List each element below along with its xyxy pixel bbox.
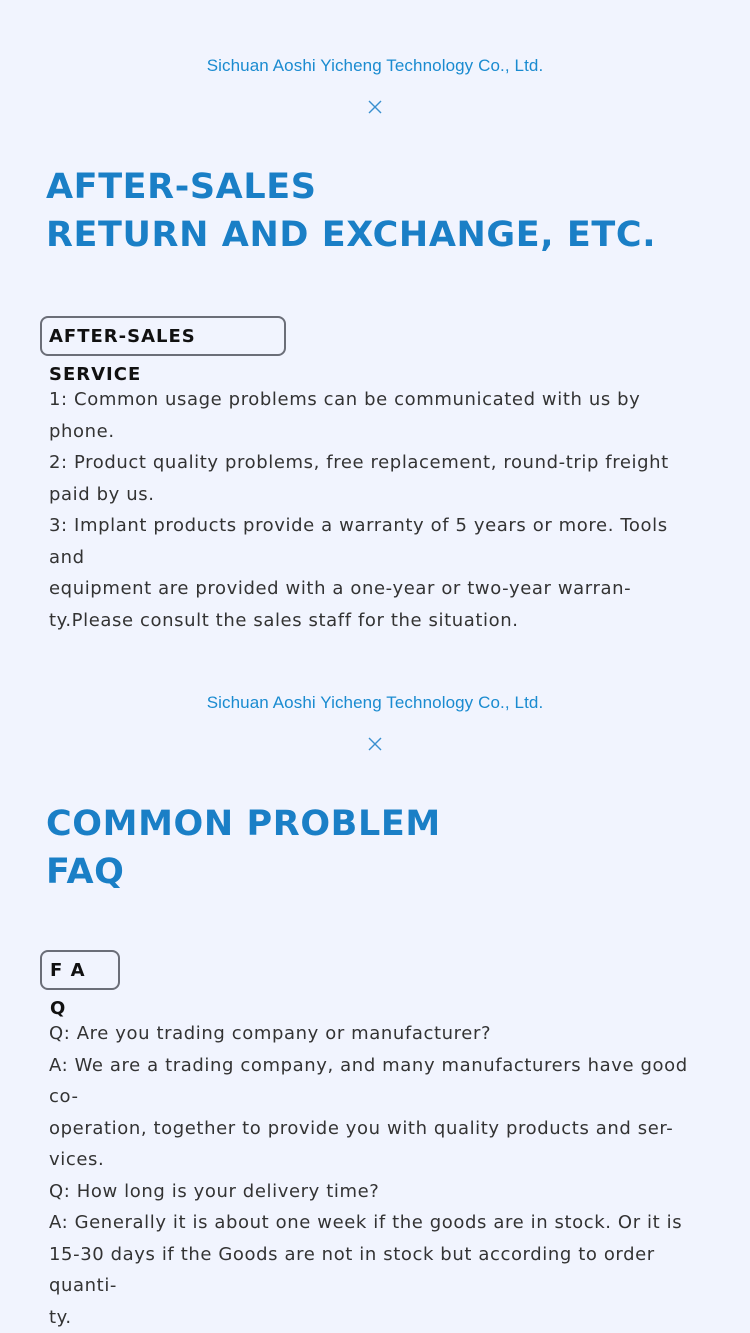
text-line: Q: Are you trading company or manufacturer? <box>49 1018 701 1050</box>
heading-line: COMMON PROBLEM <box>46 800 441 848</box>
text-line: vices. <box>49 1144 701 1176</box>
heading-line: FAQ <box>46 848 441 896</box>
text-line: paid by us. <box>49 479 701 511</box>
section-heading-faq <box>46 800 441 896</box>
after-sales-text <box>49 384 701 636</box>
text-line: A: We are a trading company, and many manufacturers have good co- <box>49 1050 701 1113</box>
text-line: A: Generally it is about one week if the goods are in stock. Or it is <box>49 1207 701 1239</box>
text-line: 3: Implant products provide a warranty of 5 years or more. Tools and <box>49 510 701 573</box>
text-line: operation, together to provide you with quality products and ser- <box>49 1113 701 1145</box>
text-line: Q: How long is your delivery time? <box>49 1176 701 1208</box>
text-line: 2: Product quality problems, free replacement, round-trip freight <box>49 447 701 479</box>
company-name: Sichuan Aoshi Yicheng Technology Co., Ltd. <box>0 693 750 713</box>
faq-badge: F A Q <box>40 950 120 990</box>
text-line: ty.Please consult the sales staff for the situation. <box>49 605 701 637</box>
text-line: 1: Common usage problems can be communicated with us by phone. <box>49 384 701 447</box>
text-line: 15-30 days if the Goods are not in stock but according to order quanti- <box>49 1239 701 1302</box>
section-heading-after-sales <box>46 163 656 259</box>
faq-text <box>49 1018 701 1333</box>
close-icon <box>367 99 383 115</box>
text-line: equipment are provided with a one-year or two-year warran- <box>49 573 701 605</box>
heading-line: RETURN AND EXCHANGE, ETC. <box>46 211 656 259</box>
text-line: ty. <box>49 1302 701 1333</box>
company-name: Sichuan Aoshi Yicheng Technology Co., Ltd. <box>0 56 750 76</box>
heading-line: AFTER-SALES <box>46 163 656 211</box>
after-sales-service-badge: AFTER-SALES SERVICE <box>40 316 286 356</box>
close-icon <box>367 736 383 752</box>
